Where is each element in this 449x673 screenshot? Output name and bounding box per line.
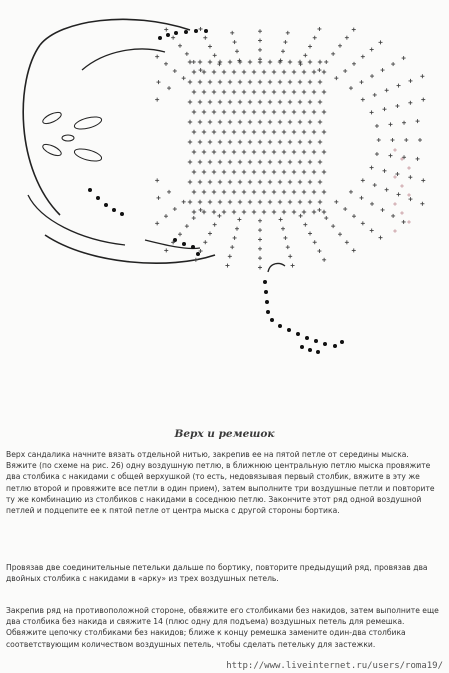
sole-outline-top	[40, 19, 190, 45]
paragraph-3	[6, 605, 441, 650]
section-title: Верх и ремешок	[174, 428, 275, 440]
leaf-motifs	[41, 110, 103, 163]
sole-outline-left	[23, 45, 60, 215]
strap-loop	[268, 264, 285, 272]
stitch-grid	[188, 60, 326, 214]
sole-outline-inner-top	[82, 49, 165, 70]
accent-stitches	[393, 148, 411, 233]
paragraph-3-text: Закрепив ряд на противоположной стороне, обвяжите его столбиками без накидов, затем выполните еще два столбика без накида и свяжите 14 (плюс одну для подъема) воздушных петель для ремешка. Обвяжите цепочку столбиками без накидов; ближе к концу ремешка замените один-два столбика соответствующим количеством воздушных петель, чтобы сделать петельку для застежки.	[6, 606, 439, 649]
paragraph-2	[6, 562, 441, 584]
paragraph-2-text: Провязав две соединительные петельки дальше по бортику, повторите предыдущий ряд, провязав два двойных столбика с накидами в «арку» из трех воздушных петель.	[6, 563, 428, 584]
watermark-url: http://www.liveinternet.ru/users/roma19/	[226, 661, 443, 671]
chain-dots	[88, 29, 344, 354]
paragraph-1-text: Верх сандалика начните вязать отдельной нитью, закрепив ее на пятой петле от середины мыска. Вяжите (по схеме на рис. 26) одну воздушную петлю, в ближнюю центральную петлю мыска провяжите два столбика с накидами с общей верхушкой (то есть, недовязывая первый столбик, вяжите в эту же петлю второй и провяжите все петли в один прием), затем выполните три воздушные петли и повторите ту же комбинацию из столбиков с накидами в соседнюю петлю. Закончите этот ряд одной воздушной петлей и подцепите ее к пятой петле от центра мыска с другой стороны бортика.	[6, 450, 435, 516]
sole-outline-inner-left	[28, 195, 125, 245]
sole-outline-bottom	[45, 235, 215, 263]
paragraph-1	[6, 449, 441, 516]
